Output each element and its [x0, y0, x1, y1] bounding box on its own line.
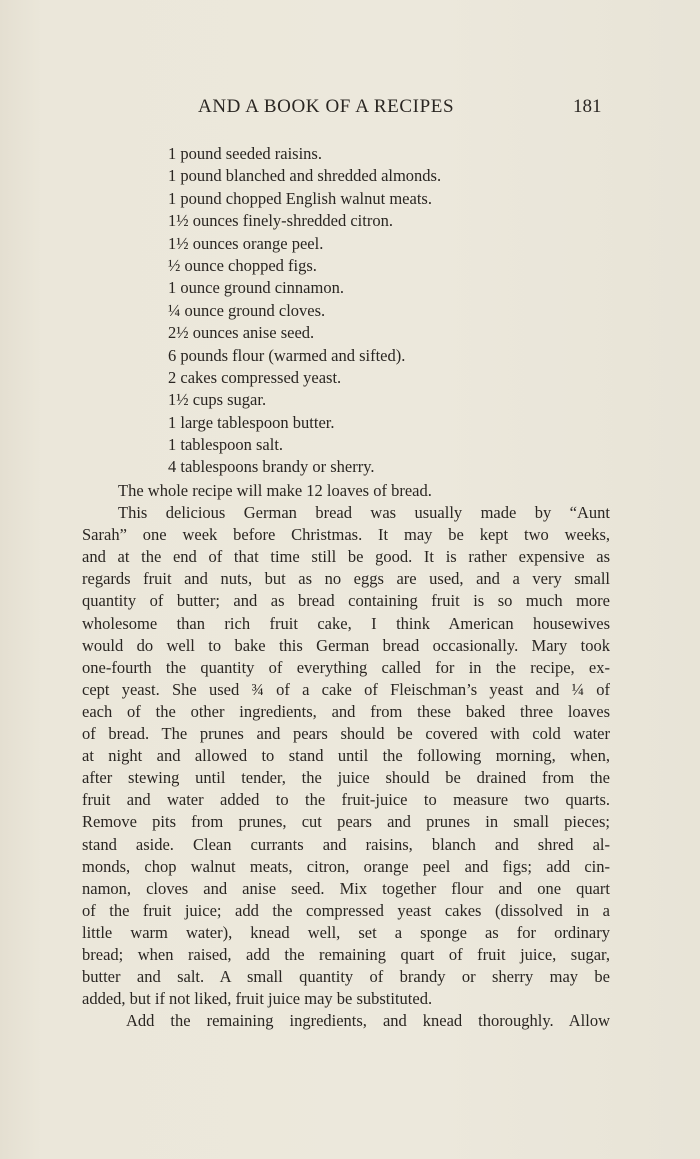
ingredient-item: 2 cakes compressed yeast. — [168, 367, 342, 387]
text-line: The whole recipe will make 12 loaves of bread. — [118, 481, 432, 500]
ingredient-item: ½ ounce chopped figs. — [168, 255, 317, 275]
page-number: 181 — [573, 96, 602, 117]
ingredient-item: 4 tablespoons brandy or sherry. — [168, 457, 375, 477]
ingredient-item: 1 pound chopped English walnut meats. — [168, 188, 432, 208]
text-line: namon, cloves and anise seed. Mix together flour and one quart — [82, 878, 610, 898]
text-line: wholesome than rich fruit cake, I think American housewives — [82, 613, 610, 633]
ingredient-item: 1½ ounces orange peel. — [168, 233, 324, 253]
text-line: quantity of butter; and as bread containing fruit is so much more — [82, 591, 610, 611]
page-header — [0, 96, 700, 124]
body-text — [82, 480, 610, 1032]
text-line: would do well to bake this German bread occasionally. Mary took — [82, 635, 610, 655]
text-line: Sarah” one week before Christmas. It may be kept two weeks, — [82, 525, 610, 545]
text-line: each of the other ingredients, and from these baked three loaves — [82, 701, 610, 721]
text-line: butter and salt. A small quantity of brandy or sherry may be — [82, 967, 610, 987]
ingredient-list — [168, 143, 648, 479]
text-line: of bread. The prunes and pears should be covered with cold water — [82, 724, 610, 744]
ingredient-item: 1½ ounces finely-shredded citron. — [168, 211, 393, 231]
text-line: bread; when raised, add the remaining quart of fruit juice, sugar, — [82, 944, 610, 964]
text-line: Remove pits from prunes, cut pears and prunes in small pieces; — [82, 812, 610, 832]
text-line: This delicious German bread was usually made by “Aunt — [118, 503, 610, 523]
text-line: fruit and water added to the fruit-juice to measure two quarts. — [82, 790, 610, 810]
text-line: and at the end of that time still be good. It is rather expensive as — [82, 547, 610, 567]
text-line: regards fruit and nuts, but as no eggs are used, and a very small — [82, 569, 610, 589]
text-line: cept yeast. She used ¾ of a cake of Fleischman’s yeast and ¼ of — [82, 679, 610, 699]
text-line: at night and allowed to stand until the following morning, when, — [82, 746, 610, 766]
ingredient-item: 1 large tablespoon butter. — [168, 412, 335, 432]
ingredient-item: 2½ ounces anise seed. — [168, 323, 315, 343]
ingredient-item: 1 pound blanched and shredded almonds. — [168, 166, 442, 186]
text-line: added, but if not liked, fruit juice may be substituted. — [82, 989, 433, 1009]
ingredient-item: 1½ cups sugar. — [168, 390, 267, 410]
text-line: of the fruit juice; add the compressed yeast cakes (dissolved in a — [82, 900, 610, 920]
text-line: little warm water), knead well, set a sponge as for ordinary — [82, 922, 610, 942]
text-line: monds, chop walnut meats, citron, orange peel and figs; add cin- — [82, 856, 610, 876]
text-line: Add the remaining ingredients, and knead thoroughly. Allow — [126, 1011, 610, 1031]
ingredient-item: ¼ ounce ground cloves. — [168, 300, 326, 320]
running-head: AND A BOOK OF A RECIPES — [198, 96, 455, 117]
text-line: stand aside. Clean currants and raisins, blanch and shred al- — [82, 834, 610, 854]
ingredient-item: 1 ounce ground cinnamon. — [168, 278, 344, 298]
ingredient-item: 6 pounds flour (warmed and sifted). — [168, 345, 406, 365]
text-line: one-fourth the quantity of everything called for in the recipe, ex- — [82, 657, 610, 677]
ingredient-item: 1 tablespoon salt. — [168, 435, 284, 455]
ingredient-item: 1 pound seeded raisins. — [168, 144, 322, 163]
text-line: after stewing until tender, the juice should be drained from the — [82, 768, 610, 788]
